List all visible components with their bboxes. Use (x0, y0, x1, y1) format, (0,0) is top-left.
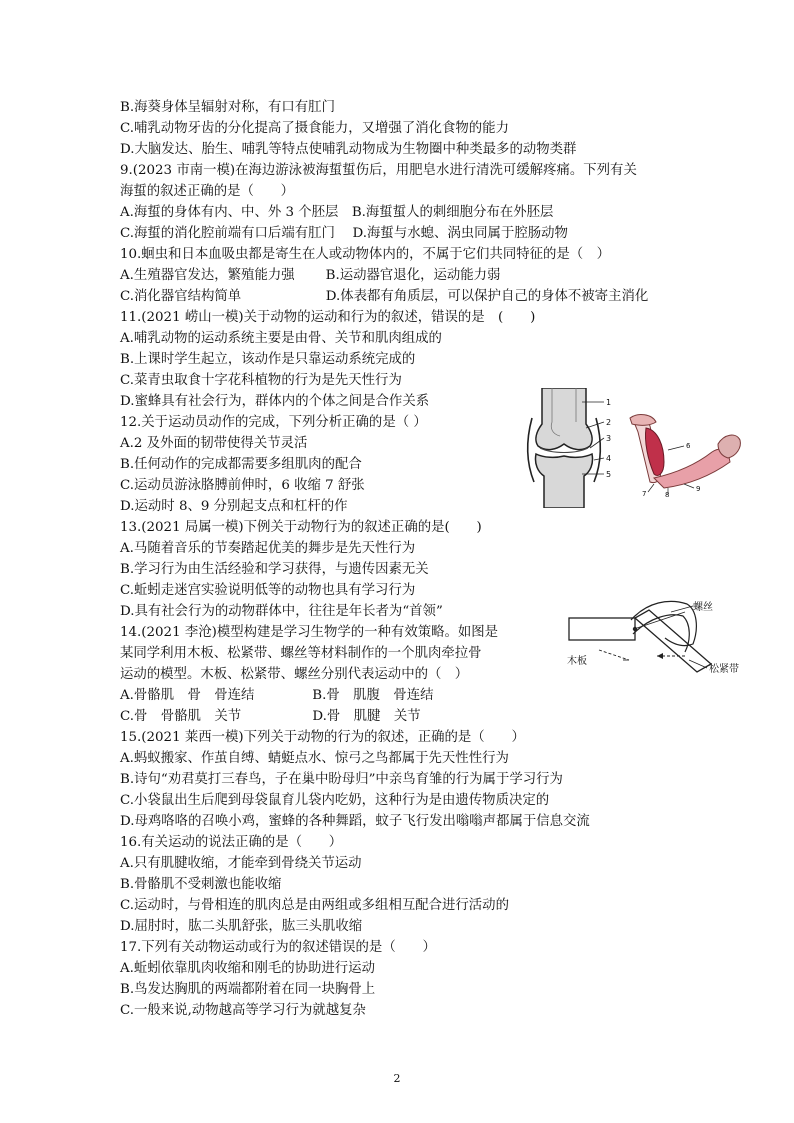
option-line: B.鸟发达胸肌的两端都附着在同一块胸骨上 (120, 982, 376, 997)
joint-label: 5 (606, 470, 612, 479)
option-line: D.母鸡咯咯的召唤小鸡，蜜蜂的各种舞蹈，蚊子飞行发出嗡嗡声都属于信息交流 (120, 814, 590, 829)
joint-label: 2 (606, 418, 612, 427)
arm-label: 6 (686, 442, 691, 450)
joint-diagram (520, 388, 615, 508)
question-stem: 9.(2023 市南一模)在海边游泳被海蜇蜇伤后，用肥皂水进行清洗可缓解疼痛。下列有关 (120, 163, 637, 178)
option-line: A.蚂蚁搬家、作茧自缚、蜻蜓点水、惊弓之鸟都属于先天性性行为 (120, 751, 509, 766)
question-stem: 运动的模型。木板、松紧带、螺丝分别代表运动中的（ ） (120, 667, 469, 682)
option-line: D.运动时 8、9 分别起支点和杠杆的作 (120, 499, 348, 514)
question-stem: 11.(2021 崂山一模)关于动物的运动和行为的叙述，错误的是 ( ) (120, 310, 536, 325)
option-line: D.屈肘时，肱二头肌舒张，肱三头肌收缩 (120, 919, 363, 934)
option-line: A.骨骼肌 骨 骨连结 B.骨 肌腹 骨连结 (120, 688, 434, 703)
arm-label: 9 (696, 485, 701, 493)
arm-muscle-diagram (624, 412, 744, 497)
joint-label: 1 (606, 398, 612, 407)
option-line: C.运动员游泳胳膊前伸时，6 收缩 7 舒张 (120, 478, 365, 493)
option-line: B.海葵身体呈辐射对称，有口有肛门 (120, 100, 335, 115)
option-line: B.骨骼肌不受刺激也能收缩 (120, 877, 282, 892)
question-stem: 14.(2021 李沧)模型构建是学习生物学的一种有效策略。如图是 (120, 625, 499, 640)
question-stem: 12.关于运动员动作的完成，下列分析正确的是（ ） (120, 415, 427, 430)
option-line: A.只有肌腱收缩，才能牵到骨绕关节运动 (120, 856, 362, 871)
option-line: C.蚯蚓走迷宫实验说明低等的动物也具有学习行为 (120, 583, 416, 598)
question-stem: 13.(2021 局属一模)下例关于动物行为的叙述正确的是( ) (120, 520, 482, 535)
question-stem: 某同学利用木板、松紧带、螺丝等材料制作的一个肌肉牵拉骨 (120, 646, 482, 661)
arm-label: 8 (665, 491, 670, 497)
question-stem: 15.(2021 莱西一模)下列关于动物的行为的叙述，正确的是（ ） (120, 730, 525, 745)
option-line: D.蜜蜂具有社会行为，群体内的个体之间是合作关系 (120, 394, 430, 409)
option-line: A.蚯蚓依靠肌肉收缩和刚毛的协助进行运动 (120, 961, 375, 976)
option-line: C.小袋鼠出生后爬到母袋鼠育儿袋内吃奶，这种行为是由遗传物质决定的 (120, 793, 550, 808)
option-line: D.大脑发达、胎生、哺乳等特点使哺乳动物成为生物圈中种类最多的动物类群 (120, 142, 577, 157)
option-line: A.2 及外面的韧带使得关节灵活 (120, 436, 308, 451)
option-line: B.诗句“劝君莫打三春鸟，子在巢中盼母归”中亲鸟育雏的行为属于学习行为 (120, 772, 563, 787)
option-line: A.海蜇的身体有内、中、外 3 个胚层 B.海蜇蜇人的刺细胞分布在外胚层 (120, 205, 554, 220)
option-line: A.马随着音乐的节奏踏起优美的舞步是先天性行为 (120, 541, 416, 556)
question-stem: 16.有关运动的说法正确的是（ ） (120, 835, 343, 850)
option-line: B.学习行为由生活经验和学习获得，与遗传因素无关 (120, 562, 429, 577)
question-stem: 17.下列有关动物运动或行为的叙述错误的是（ ） (120, 940, 436, 955)
option-line: A.生殖器官发达，繁殖能力强 B.运动器官退化，运动能力弱 (120, 268, 501, 283)
option-line: D.具有社会行为的动物群体中，往往是年长者为“首领” (120, 604, 443, 619)
option-line: C.哺乳动物牙齿的分化提高了摄食能力，又增强了消化食物的能力 (120, 121, 509, 136)
question-stem: 海蜇的叙述正确的是（ ） (120, 184, 295, 199)
option-line: B.任何动作的完成都需要多组肌肉的配合 (120, 457, 362, 472)
option-line: C.海蜇的消化腔前端有口后端有肛门 D.海蜇与水螅、涡虫同属于腔肠动物 (120, 226, 568, 241)
joint-label: 4 (606, 454, 612, 463)
option-line: A.哺乳动物的运动系统主要是由骨、关节和肌肉组成的 (120, 331, 442, 346)
arm-label: 7 (642, 490, 647, 497)
model-label-screw: 螺丝 (693, 602, 713, 613)
option-line: C.消化器官结构简单 D.体表都有角质层，可以保护自己的身体不被寄主消化 (120, 289, 649, 304)
joint-label: 3 (606, 434, 612, 443)
model-label-board: 木板 (567, 656, 587, 667)
option-line: C.骨 骨骼肌 关节 D.骨 肌腱 关节 (120, 709, 421, 724)
option-line: C.菜青虫取食十字花科植物的行为是先天性行为 (120, 373, 402, 388)
question-stem: 10.蛔虫和日本血吸虫都是寄生在人或动物体内的，不属于它们共同特征的是（ ） (120, 247, 610, 262)
option-line: B.上课时学生起立，该动作是只靠运动系统完成的 (120, 352, 416, 367)
option-line: C.一般来说,动物越高等学习行为就越复杂 (120, 1003, 366, 1018)
model-label-band: 松紧带 (709, 664, 739, 675)
muscle-model-diagram (565, 598, 765, 680)
page-number: 2 (393, 1072, 401, 1085)
option-line: C.运动时，与骨相连的肌肉总是由两组或多组相互配合进行活动的 (120, 898, 509, 913)
